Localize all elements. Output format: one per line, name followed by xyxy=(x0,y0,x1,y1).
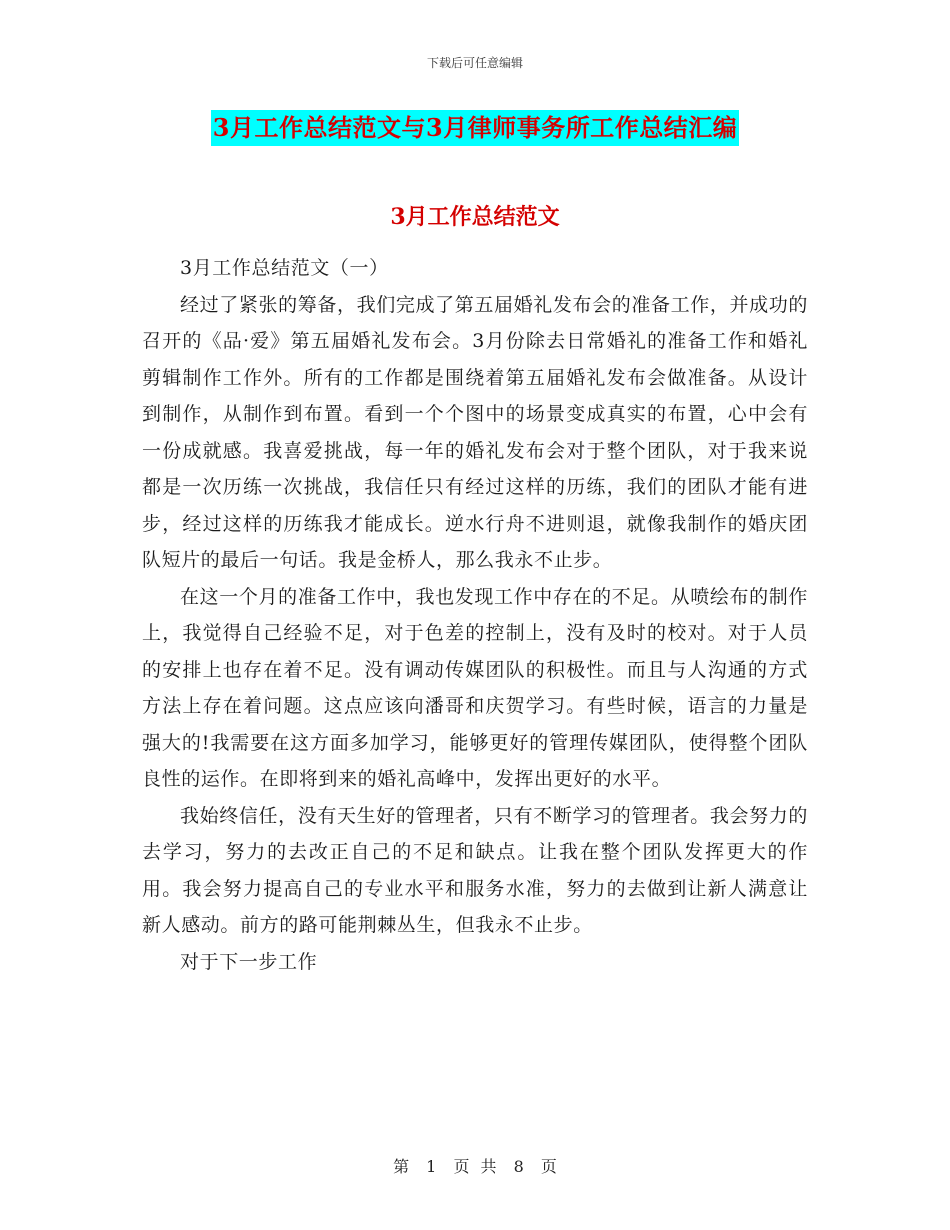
footer-total-pages: 8 xyxy=(513,1157,524,1176)
footer-prefix: 第 xyxy=(393,1157,410,1176)
header-note: 下载后可任意编辑 xyxy=(426,56,523,70)
body-paragraph: 在这一个月的准备工作中，我也发现工作中存在的不足。从喷绘布的制作上，我觉得自己经验不足，对于色差的控制上，没有及时的校对。对于人员的安排上也存在着不足。没有调动传媒团队的积极性。而且与人沟通的方式方法上存在着问题。这点应该向潘哥和庆贺学习。有些时候，语言的力量是强大的!我需要在这方面多加学习，能够更好的管理传媒团队，使得整个团队良性的运作。在即将到来的婚礼高峰中，发挥出更好的水平。 xyxy=(142,585,808,790)
body-paragraph: 对于下一步工作 xyxy=(180,950,318,973)
footer-page-number: 1 xyxy=(426,1157,437,1176)
footer-suffix: 页 xyxy=(540,1157,557,1176)
body-paragraph: 我始终信任，没有天生好的管理者，只有不断学习的管理者。我会努力的去学习，努力的去改正自己的不足和缺点。让我在整个团队发挥更大的作用。我会努力提高自己的专业水平和服务水准，努力的去做到让新人满意让新人感动。前方的路可能荆棘丛生，但我永不止步。 xyxy=(142,804,808,936)
body-paragraph: 经过了紧张的筹备，我们完成了第五届婚礼发布会的准备工作，并成功的召开的《品·爱》第五届婚礼发布会。3月份除去日常婚礼的准备工作和婚礼剪辑制作工作外。所有的工作都是围绕着第五届婚礼发布会做准备。从设计到制作，从制作到布置。看到一个个图中的场景变成真实的布置，心中会有一份成就感。我喜爱挑战，每一年的婚礼发布会对于整个团队，对于我来说都是一次历练一次挑战，我信任只有经过这样的历练，我们的团队才能有进步，经过这样的历练我才能成长。逆水行舟不进则退，就像我制作的婚庆团队短片的最后一句话。我是金桥人，那么我永不止步。 xyxy=(142,293,808,571)
section-title: 3月工作总结范文 xyxy=(390,204,560,230)
subheading-paragraph: 3月工作总结范文（一） xyxy=(180,257,389,279)
page-footer xyxy=(0,1154,950,1177)
main-title-wrap xyxy=(0,110,950,146)
footer-middle: 页 共 xyxy=(453,1157,497,1176)
document-body xyxy=(142,250,808,980)
main-title: 3月工作总结范文与3月律师事务所工作总结汇编 xyxy=(211,110,739,146)
